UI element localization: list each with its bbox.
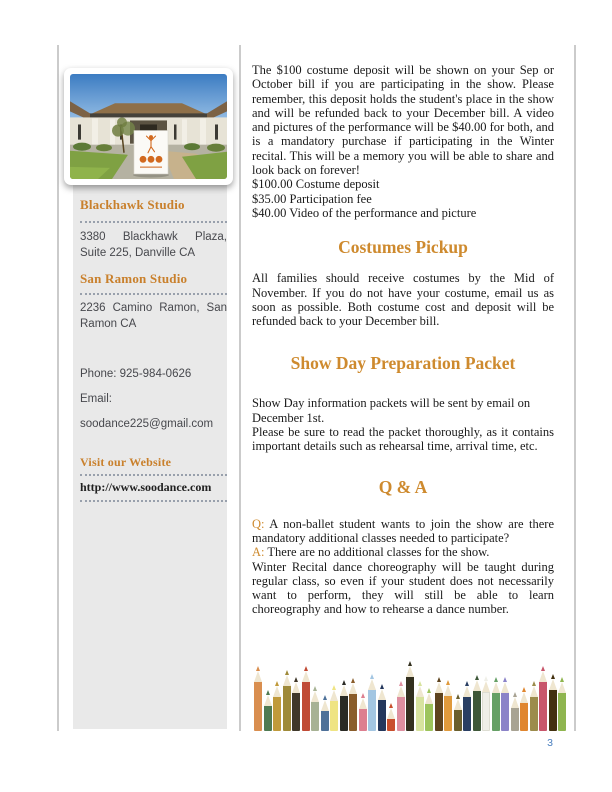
qa-heading: Q & A: [378, 476, 428, 497]
column: [200, 118, 206, 146]
window-slit: [174, 124, 177, 139]
studio2-address: 2236 Camino Ramon, San Ramon CA: [80, 302, 227, 330]
sign-dots: [140, 156, 163, 163]
pencil: [444, 680, 452, 731]
pencil: [530, 681, 538, 731]
pencil: [302, 666, 310, 731]
email-address[interactable]: soodance225@gmail.com: [80, 418, 214, 430]
show-day-line1: Show Day information packets will be sent by email on December 1st.: [252, 396, 531, 425]
pencil: [416, 681, 424, 731]
website-label: Visit our Website: [80, 455, 172, 469]
pencil: [387, 703, 395, 731]
pencil: [406, 661, 414, 731]
show-day-line2: Please be sure to read the packet thoroughly, as it contains important details such as rehearsal time, arrival time, etc.: [252, 425, 554, 454]
pencil: [539, 666, 547, 731]
pencil: [473, 675, 481, 731]
pencil: [321, 695, 329, 731]
bush: [73, 143, 91, 151]
fee-line: $35.00 Participation fee: [252, 191, 372, 206]
pencil: [311, 686, 319, 731]
dotted-divider: [80, 500, 227, 502]
pencil-row: [254, 645, 566, 731]
pencil: [330, 685, 338, 731]
tree-foliage: [117, 117, 127, 127]
bush: [184, 143, 200, 150]
pencil: [378, 684, 386, 731]
pencil: [292, 677, 300, 731]
intro-paragraph: The $100 costume deposit will be shown on your Sep or October bill if you are participating in the show. Please remember, this deposit holds the student's place in the show and will be refunded back to your December bill. A video and pictures of the performance will be $40.00 for both, and is a mandatory purchase if participating in the Winter recital. This will be a memory you will be able to share and look back on forever!: [252, 63, 554, 178]
studio-photo: [70, 74, 227, 179]
sign-caption-line: [140, 166, 162, 168]
window-slit: [215, 124, 218, 139]
studio-photo-frame: [64, 68, 233, 185]
qa-question: [252, 517, 554, 546]
pencil: [273, 681, 281, 731]
costumes-pickup-paragraph: All families should receive costumes by the Mid of November. If you do not have your costume, email us as soon as possible. Both costume cost and deposit will be refunded back to your December bill.: [252, 271, 554, 329]
pencil: [492, 677, 500, 731]
pencil: [425, 688, 433, 731]
column: [182, 119, 187, 146]
show-day-heading: Show Day Preparation Packet: [290, 353, 516, 374]
studio1-address: 3380 Blackhawk Plaza, Suite 225, Danville CA: [80, 231, 227, 259]
pencil: [264, 690, 272, 731]
email-label: Email:: [80, 393, 112, 405]
answer-line1: There are no additional classes for the show.: [264, 545, 490, 560]
pencil: [454, 694, 462, 731]
pencil: [549, 674, 557, 731]
left-column-rule: [57, 45, 59, 731]
phone-text: Phone: 925-984-0626: [80, 368, 192, 380]
pencil: [283, 670, 291, 731]
studio1-name: Blackhawk Studio: [80, 197, 185, 212]
dotted-divider: [80, 221, 227, 223]
fee-line: $40.00 Video of the performance and picture: [252, 205, 477, 220]
answer-rest: Winter Recital dance choreography will be taught during regular class, so even if your student does not necessarily want to perform, they will still be able to learn choreography and how to rehearse a dance number.: [252, 559, 554, 617]
pencil: [254, 666, 262, 731]
page-number: 3: [547, 737, 553, 749]
right-column-rule: [574, 45, 576, 731]
dotted-divider: [80, 293, 227, 295]
window-slit: [78, 124, 81, 139]
pencil: [482, 676, 490, 731]
column: [92, 118, 98, 146]
pencil: [359, 693, 367, 731]
pencil: [340, 680, 348, 731]
main-column: [252, 63, 554, 617]
costumes-pickup-heading: Costumes Pickup: [338, 237, 468, 258]
fee-line: $100.00 Costume deposit: [252, 177, 380, 192]
bush: [96, 144, 112, 151]
pencil: [397, 681, 405, 731]
pencil: [501, 677, 509, 731]
pencil: [520, 687, 528, 731]
studio2-name: San Ramon Studio: [80, 271, 188, 286]
a-prefix: A:: [252, 545, 265, 560]
qa-answer: [252, 545, 554, 616]
sidebar-divider-rule: [239, 45, 241, 731]
website-link[interactable]: http://www.soodance.com: [80, 480, 212, 494]
bush: [207, 144, 225, 152]
pencil: [349, 678, 357, 731]
pencil: [368, 674, 376, 731]
q-prefix: Q:: [252, 516, 265, 531]
dotted-divider: [80, 474, 227, 476]
pencil: [435, 677, 443, 731]
pencil: [558, 677, 566, 731]
pencil: [511, 692, 519, 731]
question-text: A non-ballet student wants to join the show are there mandatory additional classes needed to participate?: [252, 516, 554, 545]
pencil: [463, 681, 471, 731]
